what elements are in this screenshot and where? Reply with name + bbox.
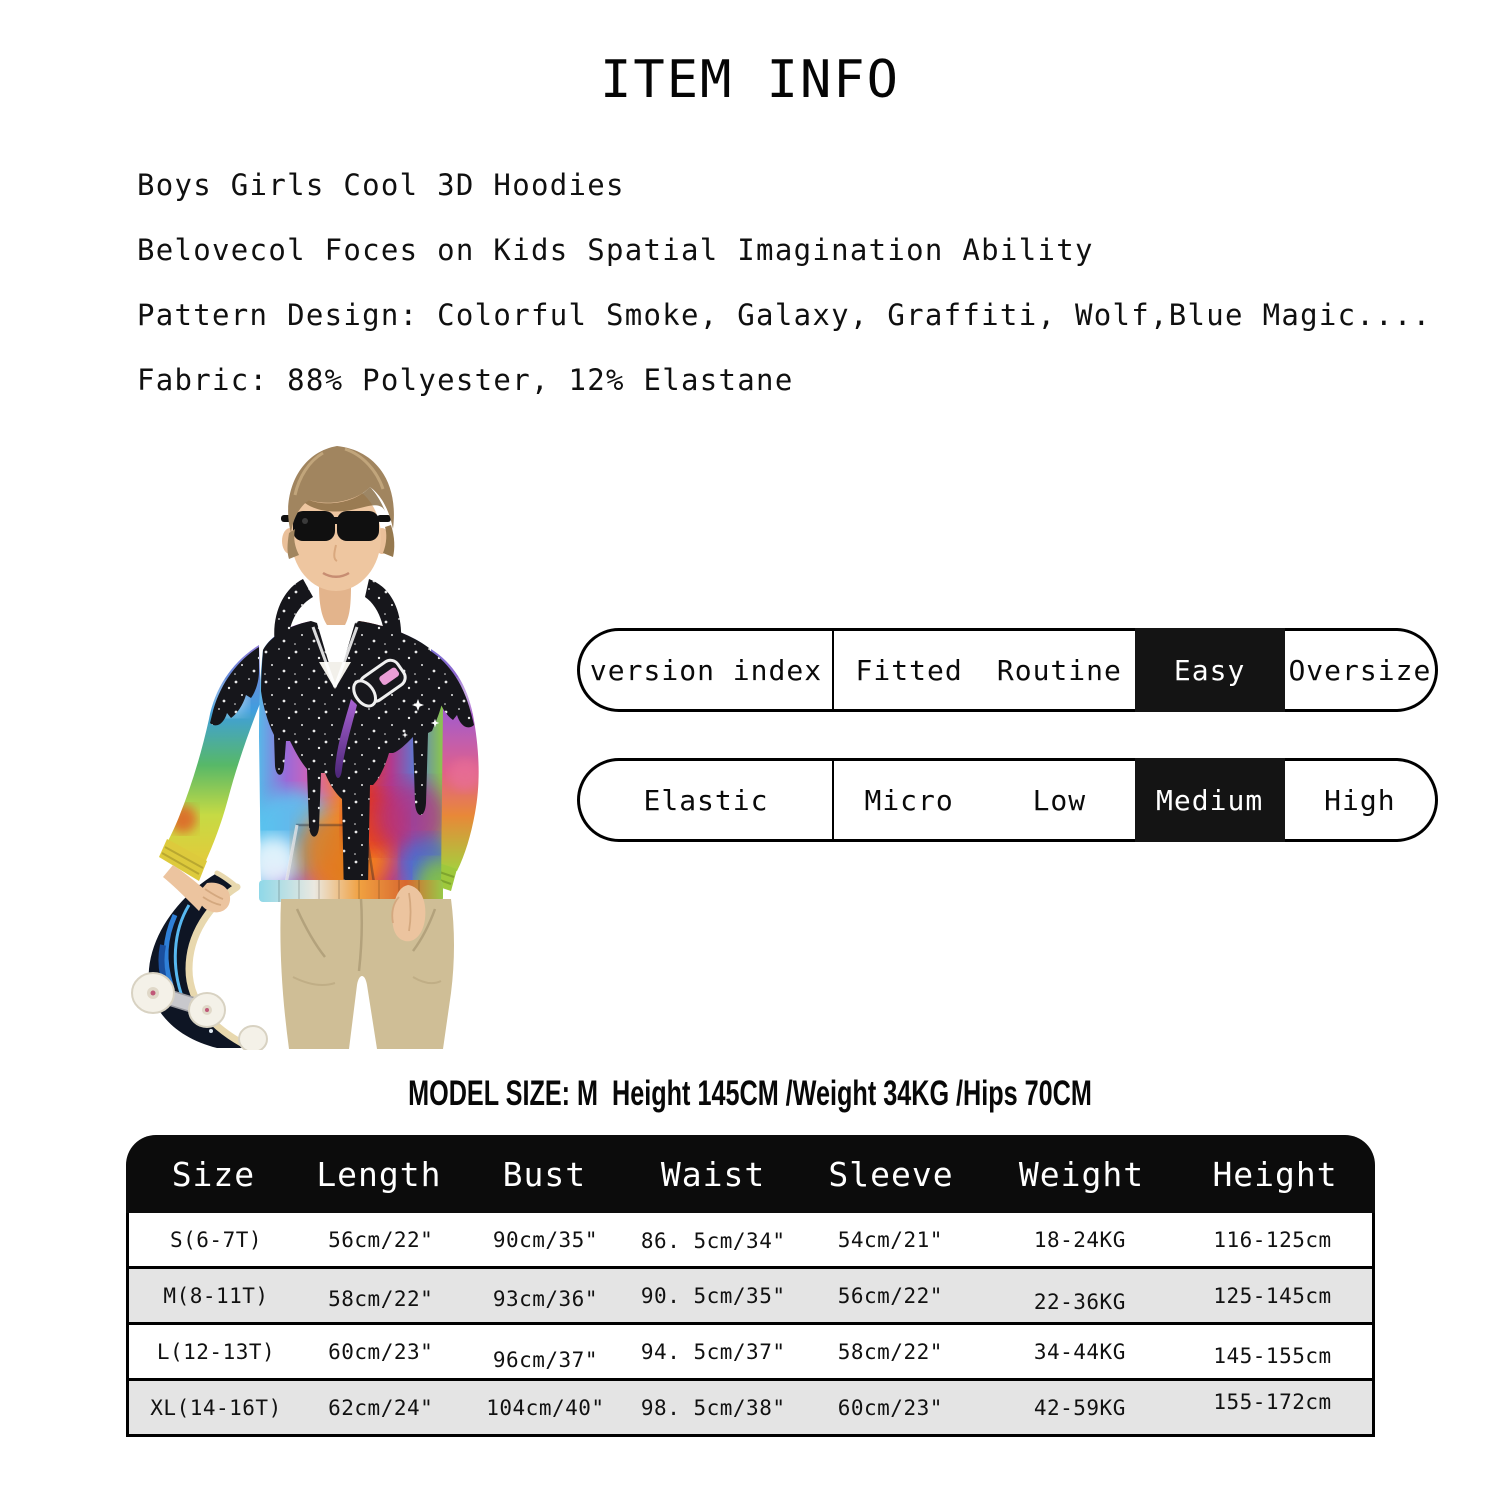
column-header-size: Size <box>171 1154 256 1194</box>
table-cell: M(8-11T) <box>163 1283 269 1308</box>
table-cell: 116-125cm <box>1213 1227 1332 1252</box>
column-header-weight: Weight <box>1018 1154 1145 1194</box>
product-photo <box>113 436 533 1050</box>
table-cell: S(6-7T) <box>170 1227 263 1252</box>
page-title: ITEM INFO <box>600 50 900 110</box>
table-cell: 60cm/23" <box>837 1395 943 1420</box>
column-header-bust: Bust <box>502 1154 587 1194</box>
table-cell: 96cm/37" <box>492 1347 598 1372</box>
description-line: Pattern Design: Colorful Smoke, Galaxy, Graffiti, Wolf,Blue Magic.... <box>137 298 1432 332</box>
option-fitted: Fitted <box>855 653 963 687</box>
table-cell: 90cm/35" <box>492 1227 598 1252</box>
option-micro: Micro <box>864 783 954 817</box>
table-cell: 94. 5cm/37" <box>640 1339 786 1364</box>
option-easy-selected: Easy <box>1135 628 1285 712</box>
model-size-note: MODEL SIZE: M Height 145CM /Weight 34KG /Hips 70CM <box>408 1074 1092 1113</box>
column-header-length: Length <box>316 1154 442 1194</box>
khaki-pants <box>280 899 454 1049</box>
table-row-size-l <box>129 1322 1372 1378</box>
table-cell: L(12-13T) <box>156 1339 276 1364</box>
table-cell: 145-155cm <box>1213 1343 1332 1368</box>
table-cell: 56cm/22" <box>328 1227 434 1252</box>
table-cell: 60cm/23" <box>328 1339 434 1364</box>
table-cell: 54cm/21" <box>837 1227 943 1252</box>
table-row-size-xl <box>129 1378 1372 1434</box>
option-low: Low <box>1032 783 1087 817</box>
version-index-options <box>834 631 1435 709</box>
table-cell: 93cm/36" <box>492 1286 598 1311</box>
column-header-height: Height <box>1212 1154 1338 1194</box>
description-line: Boys Girls Cool 3D Hoodies <box>137 168 625 202</box>
table-row-size-m <box>129 1266 1372 1322</box>
elastic-pill <box>577 758 1438 842</box>
version-index-pill <box>577 628 1438 712</box>
option-high: High <box>1324 783 1396 817</box>
table-header-row <box>126 1135 1375 1213</box>
pill-label-version-index: version index <box>580 631 834 709</box>
pill-label-elastic: Elastic <box>580 761 834 839</box>
table-cell: 18-24KG <box>1033 1227 1126 1252</box>
table-cell: 42-59KG <box>1033 1395 1126 1420</box>
table-cell: 125-145cm <box>1213 1283 1332 1308</box>
option-routine: Routine <box>996 653 1122 687</box>
elastic-options <box>834 761 1435 839</box>
table-cell: 90. 5cm/35" <box>640 1283 786 1308</box>
description-line: Fabric: 88% Polyester, 12% Elastane <box>137 363 794 397</box>
table-cell: XL(14-16T) <box>150 1395 282 1420</box>
table-cell: 34-44KG <box>1033 1339 1126 1364</box>
option-oversize: Oversize <box>1288 653 1432 687</box>
column-header-sleeve: Sleeve <box>828 1154 954 1194</box>
option-medium-selected: Medium <box>1135 758 1285 842</box>
table-cell: 62cm/24" <box>328 1395 434 1420</box>
table-row-size-s <box>129 1213 1372 1266</box>
description-line: Belovecol Foces on Kids Spatial Imagination Ability <box>137 233 1094 267</box>
table-cell: 58cm/22" <box>328 1286 434 1311</box>
table-cell: 58cm/22" <box>837 1339 943 1364</box>
table-cell: 155-172cm <box>1213 1389 1332 1414</box>
table-cell: 86. 5cm/34" <box>640 1228 786 1253</box>
table-cell: 22-36KG <box>1033 1289 1126 1314</box>
table-cell: 56cm/22" <box>837 1283 943 1308</box>
table-cell: 98. 5cm/38" <box>640 1395 786 1420</box>
table-cell: 104cm/40" <box>486 1395 605 1420</box>
table-body <box>126 1213 1375 1437</box>
size-chart-table <box>126 1135 1375 1437</box>
column-header-waist: Waist <box>660 1154 766 1194</box>
